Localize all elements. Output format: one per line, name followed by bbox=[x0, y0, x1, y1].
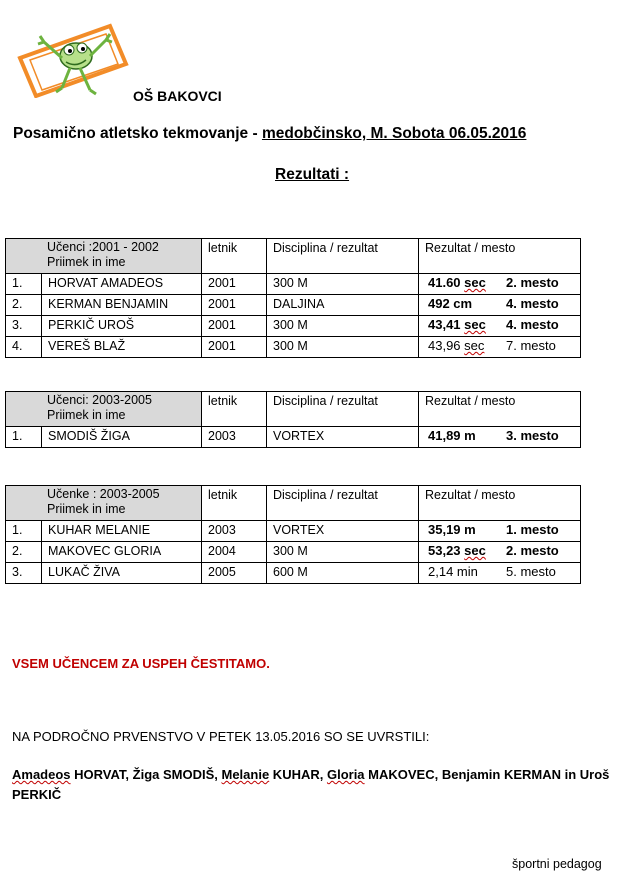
athlete-name: PERKIČ UROŠ bbox=[42, 316, 202, 337]
row-number: 2. bbox=[6, 295, 42, 316]
result-column-header: Rezultat / mesto bbox=[419, 486, 581, 521]
place-value: 2. mesto bbox=[506, 543, 559, 558]
table-row bbox=[6, 563, 581, 584]
row-number: 3. bbox=[6, 316, 42, 337]
discipline: 300 M bbox=[267, 542, 419, 563]
results-table bbox=[5, 485, 581, 584]
row-number: 1. bbox=[6, 274, 42, 295]
group-label-cell bbox=[6, 486, 202, 521]
group-label: Učenke : 2003-2005 bbox=[47, 487, 160, 501]
discipline-column-header: Disciplina / rezultat bbox=[267, 392, 419, 427]
table-row bbox=[6, 295, 581, 316]
birth-year: 2001 bbox=[202, 337, 267, 358]
group-label-cell bbox=[6, 392, 202, 427]
discipline: DALJINA bbox=[267, 295, 419, 316]
result-place bbox=[419, 337, 581, 358]
name-column-label: Priimek in ime bbox=[47, 408, 126, 422]
name-fragment: Gloria bbox=[326, 767, 365, 782]
birth-year: 2001 bbox=[202, 316, 267, 337]
discipline: 300 M bbox=[267, 316, 419, 337]
athlete-name: MAKOVEC GLORIA bbox=[42, 542, 202, 563]
birth-year: 2001 bbox=[202, 274, 267, 295]
result-value: 41.60 sec bbox=[428, 275, 486, 290]
discipline: 600 M bbox=[267, 563, 419, 584]
row-number: 1. bbox=[6, 521, 42, 542]
place-value: 2. mesto bbox=[506, 275, 559, 290]
result-place bbox=[419, 316, 581, 337]
athlete-name: VEREŠ BLAŽ bbox=[42, 337, 202, 358]
athlete-name: KERMAN BENJAMIN bbox=[42, 295, 202, 316]
qualification-heading: NA PODROČNO PRVENSTVO V PETEK 13.05.2016 SO SE UVRSTILI: bbox=[12, 729, 430, 744]
name-fragment: KUHAR, bbox=[269, 767, 327, 782]
table-header-row bbox=[6, 239, 581, 274]
congratulations-text: VSEM UČENCEM ZA USPEH ČESTITAMO. bbox=[12, 656, 270, 671]
title-event: Posamično atletsko tekmovanje - bbox=[13, 125, 262, 142]
result-place bbox=[419, 542, 581, 563]
table-row bbox=[6, 337, 581, 358]
birth-year: 2005 bbox=[202, 563, 267, 584]
results-table bbox=[5, 391, 581, 448]
table-row bbox=[6, 427, 581, 448]
school-name: OŠ BAKOVCI bbox=[133, 88, 222, 104]
place-value: 4. mesto bbox=[506, 317, 559, 332]
birth-year: 2001 bbox=[202, 295, 267, 316]
result-value: 2,14 min bbox=[428, 564, 478, 579]
result-column-header: Rezultat / mesto bbox=[419, 239, 581, 274]
discipline: 300 M bbox=[267, 274, 419, 295]
place-value: 5. mesto bbox=[506, 564, 556, 579]
discipline-column-header: Disciplina / rezultat bbox=[267, 486, 419, 521]
name-fragment: MAKOVEC, Benjamin KERMAN in Uroš PERKIČ bbox=[12, 767, 610, 802]
result-value: 492 cm bbox=[428, 296, 473, 311]
results-table bbox=[5, 238, 581, 358]
place-value: 3. mesto bbox=[506, 428, 559, 443]
athlete-name: SMODIŠ ŽIGA bbox=[42, 427, 202, 448]
place-value: 4. mesto bbox=[506, 296, 559, 311]
frog-logo-icon bbox=[14, 20, 136, 98]
result-value: 43,41 sec bbox=[428, 317, 486, 332]
athlete-name: LUKAČ ŽIVA bbox=[42, 563, 202, 584]
row-number: 4. bbox=[6, 337, 42, 358]
name-fragment: HORVAT, Žiga SMODIŠ, bbox=[70, 767, 222, 782]
result-value: 41,89 m bbox=[428, 428, 476, 443]
group-label: Učenci: 2003-2005 bbox=[47, 393, 152, 407]
table-row bbox=[6, 521, 581, 542]
result-value: 43,96 sec bbox=[428, 338, 485, 353]
result-column-header: Rezultat / mesto bbox=[419, 392, 581, 427]
discipline: 300 M bbox=[267, 337, 419, 358]
row-number: 3. bbox=[6, 563, 42, 584]
name-fragment: Amadeos bbox=[12, 767, 71, 782]
page-subtitle: Rezultati : bbox=[275, 166, 350, 183]
table-row bbox=[6, 316, 581, 337]
year-column-header: letnik bbox=[202, 392, 267, 427]
birth-year: 2003 bbox=[202, 427, 267, 448]
discipline: VORTEX bbox=[267, 521, 419, 542]
title-location-date: medobčinsko, M. Sobota 06.05.2016 bbox=[261, 125, 527, 142]
row-number: 1. bbox=[6, 427, 42, 448]
table-header-row bbox=[6, 486, 581, 521]
athlete-name: HORVAT AMADEOS bbox=[42, 274, 202, 295]
result-place bbox=[419, 427, 581, 448]
group-label-cell bbox=[6, 239, 202, 274]
name-column-label: Priimek in ime bbox=[47, 502, 126, 516]
qualified-names bbox=[12, 765, 622, 805]
result-place bbox=[419, 563, 581, 584]
result-place bbox=[419, 521, 581, 542]
discipline: VORTEX bbox=[267, 427, 419, 448]
table-row bbox=[6, 542, 581, 563]
result-value: 35,19 m bbox=[428, 522, 476, 537]
signature: športni pedagog bbox=[512, 857, 602, 871]
result-place bbox=[419, 295, 581, 316]
place-value: 1. mesto bbox=[506, 522, 559, 537]
name-fragment: Melanie bbox=[221, 767, 270, 782]
place-value: 7. mesto bbox=[506, 338, 556, 353]
result-place bbox=[419, 274, 581, 295]
birth-year: 2003 bbox=[202, 521, 267, 542]
table-header-row bbox=[6, 392, 581, 427]
result-value: 53,23 sec bbox=[428, 543, 486, 558]
table-row bbox=[6, 274, 581, 295]
page-title bbox=[13, 125, 526, 143]
discipline-column-header: Disciplina / rezultat bbox=[267, 239, 419, 274]
group-label: Učenci :2001 - 2002 bbox=[47, 240, 159, 254]
birth-year: 2004 bbox=[202, 542, 267, 563]
name-column-label: Priimek in ime bbox=[47, 255, 126, 269]
year-column-header: letnik bbox=[202, 486, 267, 521]
athlete-name: KUHAR MELANIE bbox=[42, 521, 202, 542]
row-number: 2. bbox=[6, 542, 42, 563]
year-column-header: letnik bbox=[202, 239, 267, 274]
